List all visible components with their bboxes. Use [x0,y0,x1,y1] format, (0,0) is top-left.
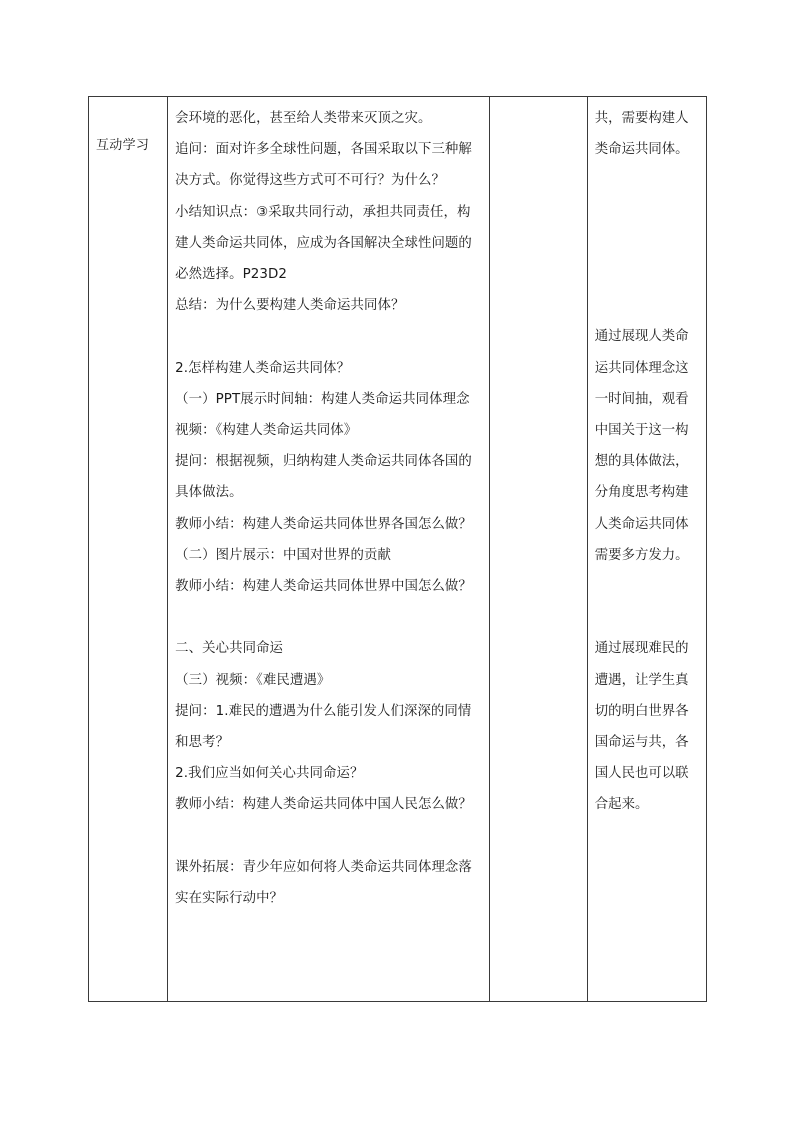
design-note-line: 分角度思考构建 [594,485,689,501]
text-line [175,821,486,852]
text-line: 总结：为什么要构建人类命运共同体？ [175,298,405,314]
text-line: 2.怎样构建人类命运共同体？ [175,360,350,376]
stage-label: 互动学习 [96,138,150,153]
text-line [175,602,486,633]
table-row [89,97,707,1002]
lesson-plan-table [88,96,707,1002]
design-note-line: 合起来。 [594,797,649,813]
design-note-line: 国人民也可以联 [594,766,689,782]
student-activity-cell [489,97,587,1002]
design-note-line [595,571,702,602]
text-line: 和思考？ [175,735,230,751]
design-note-line [595,259,702,290]
text-line: 小结知识点：③采取共同行动，承担共同责任，构 [175,204,471,220]
design-intent-text [595,103,702,821]
design-note-line: 通过展现人类命 [594,329,689,345]
design-note-line: 国命运与共，各 [594,734,689,750]
text-line: 实在实际行动中？ [175,891,284,907]
text-line: 二、关心共同命运 [175,641,284,657]
text-line: 决方式。你觉得这些方式可不可行？为什么？ [175,173,445,189]
text-line: 建人类命运共同体，应成为各国解决全球性问题的 [175,235,472,251]
text-line: 具体做法。 [175,485,243,501]
design-note-line: 想的具体做法， [594,454,689,470]
text-line: （二）图片展示：中国对世界的贡献 [175,547,391,563]
teaching-activity-cell [168,97,490,1002]
design-note-line: 需要多方发力。 [594,547,689,563]
text-line: 提问：1.难民的遭遇为什么能引发人们深深的同情 [175,703,472,719]
text-line: 视频：《构建人类命运共同体》 [175,423,358,439]
text-line: 课外拓展：青少年应如何将人类命运共同体理念落 [175,859,472,875]
text-line: 2.我们应当如何关心共同命运？ [175,766,364,782]
design-note-line: 中国关于这一构 [594,422,689,438]
design-note-line [595,602,702,633]
design-intent-cell [587,97,706,1002]
text-line: 提问：根据视频，归纳构建人类命运共同体各国的 [175,454,472,470]
text-line [175,321,486,352]
design-note-line [595,290,702,321]
design-note-line: 一时间抽，观看 [594,391,689,407]
design-note-line [595,197,702,228]
design-note-line: 切的明白世界各 [594,703,689,719]
text-line: 教师小结：构建人类命运共同体世界中国怎么做？ [175,579,472,595]
text-line: （一）PPT展示时间轴：构建人类命运共同体理念 [175,391,470,407]
design-note-line [595,165,702,196]
text-line: （三）视频：《难民遭遇》 [175,672,331,688]
text-line: 教师小结：构建人类命运共同体中国人民怎么做？ [175,797,472,813]
stage-cell [89,97,168,1002]
text-line: 教师小结：构建人类命运共同体世界各国怎么做？ [175,516,472,532]
design-note-line [595,228,702,259]
design-note-line: 类命运共同体。 [594,142,689,158]
design-note-line: 遭遇，让学生真 [594,672,689,688]
design-note-line: 人类命运共同体 [594,516,689,532]
design-note-line: 运共同体理念这 [594,360,689,376]
text-line: 会环境的恶化，甚至给人类带来灭顶之灾。 [175,111,432,126]
design-note-line: 通过展现难民的 [594,641,689,657]
text-line: 追问：面对许多全球性问题，各国采取以下三种解 [175,142,472,158]
design-note-line: 共，需要构建人 [594,111,689,126]
text-line: 必然选择。P23D2 [175,267,288,283]
teaching-activity-text [175,103,486,914]
